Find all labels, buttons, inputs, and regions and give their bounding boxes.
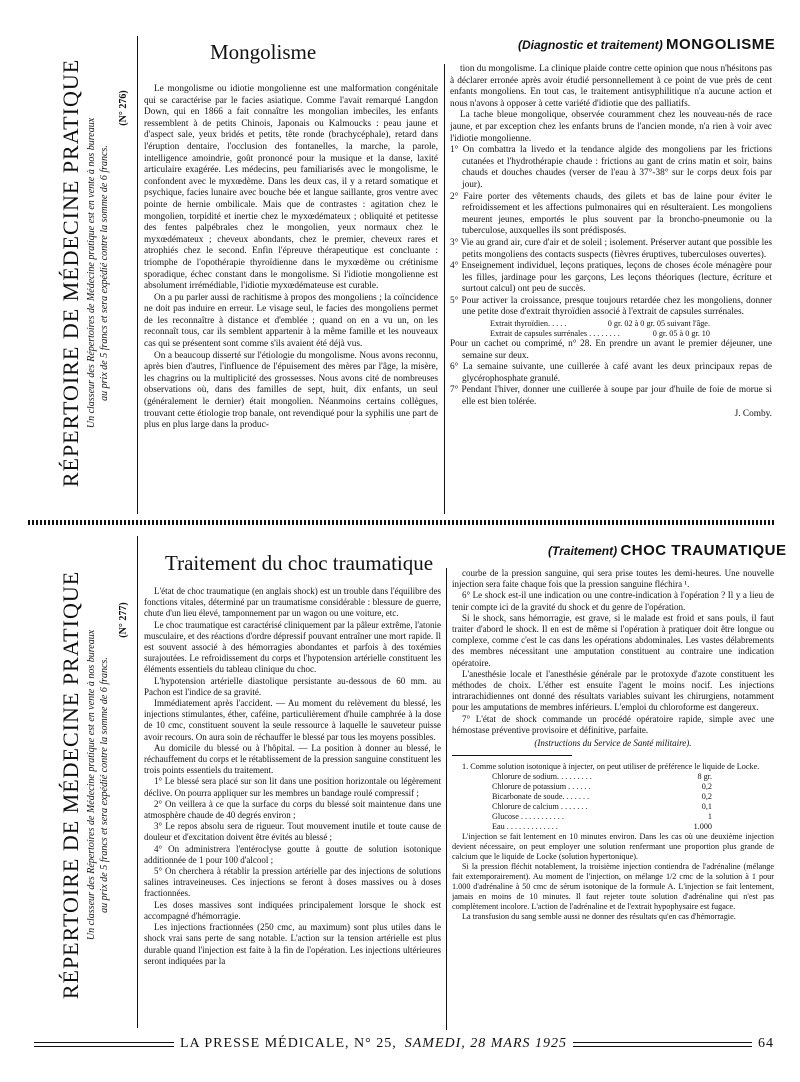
paragraph: 5° On cherchera à rétablir la pression artérielle par des injections de solutions salines intraveineuses. Ces injections se feront à doses massives ou à doses fractionnées. [144, 866, 441, 899]
ingredient-name: Chlorure de calcium . . . . . . . [492, 802, 588, 812]
sidebar-label [57, 571, 111, 999]
journal-name: LA PRESSE MÉDICALE, N° 25, [180, 1036, 397, 1051]
paragraph: 1° Le blessé sera placé sur son lit dans une position horizontale ou légèrement déclive. On pourra appliquer sur les membres un bandage roulé compressif ; [144, 776, 441, 798]
source-note: (Instructions du Service de Santé militaire). [534, 738, 692, 749]
sidebar-top [34, 38, 134, 508]
sidebar-title: RÉPERTOIRE DE MÉDECINE PRATIQUE [58, 58, 83, 488]
issue-date: SAMEDI, 28 MARS 1925 [404, 1036, 568, 1051]
paragraph: 2° On veillera à ce que la surface du corps du blessé soit maintenue dans une atmosphère chaude de 40 degrés environ ; [144, 798, 441, 821]
footer-rule [573, 1042, 752, 1047]
ingredient-name: Chlorure de sodium. . . . . . . . . [492, 772, 592, 782]
list-item: 4° Enseignement individuel, leçons pratiques, leçons de choses école ménagère pour les filles, jardinage pour les garçons, Les leçons théoriques (lecture, écriture et surtout calcul) ont peu de succès. [450, 261, 772, 295]
ingredient-dose: 1.000 [693, 822, 712, 832]
sidebar-line1: Un classeur des Répertoires de Médecine pratique est en vente à nos bureaux [86, 629, 97, 941]
section-separator [28, 520, 774, 525]
paragraph: Les doses massives sont indiquées principalement lorsque le shock est accompagné d'hémorragie. [144, 899, 441, 921]
rubric-topic: CHOC TRAUMATIQUE [620, 542, 787, 559]
list-item: 6° La semaine suivante, une cuillerée à café avant les deux principaux repas de glycérophosphate granulé. [450, 362, 772, 384]
ingredient-name: Extrait thyroïdien. . . . . [490, 319, 567, 329]
paragraph: On a beaucoup disserté sur l'étiologie du mongolisme. Nous avons reconnu, après bien d'autres, l'influence de l'épuisement des mères par l'âge, la misère, les chagrins ou la multiplicité des grossesses. Nous avons cité de nombreuses observations où, dans des familles de sept, huit, dix enfants, un seul (généralement le dernier) était mongolien. Néanmoins certains collègues, trouvant cette étiologie trop banale, ont revendiqué pour la syphilis une part de plus en plus large dans la produc- [144, 350, 438, 431]
ingredient-dose: 0,2 [701, 792, 712, 802]
ingredient-dose: 0 gr. 05 à 0 gr. 10 [652, 329, 710, 339]
page-footer [28, 1034, 774, 1054]
paragraph: Immédiatement après l'accident. — Au moment du relèvement du blessé, les injections stimulantes, éther, caféine, particulièrement d'huile camphrée à la dose de 10 cmc, constituent souvent la seule ressource à laquelle le sauveteur puisse avoir recours. On aura soin de réchauffer le blessé par tous les moyens possibles. [144, 698, 441, 742]
paragraph: 7° L'état de shock commande un procédé opératoire rapide, simple avec une hémostase préventive provisoire et définitive, parfaite. [452, 713, 774, 735]
article-column-left [144, 586, 441, 1030]
repertoire-number: (N° 276) [118, 90, 129, 126]
list-item: Pour un cachet ou comprimé, n° 28. En prendre un avant le premier déjeuner, une semaine sur deux. [450, 339, 772, 361]
paragraph: L'hypotension artérielle diastolique persistante au-dessous de 60 mm. au Pachon est l'indice de sa gravité. [144, 675, 441, 697]
footer-rule [34, 1042, 174, 1047]
sidebar-line2: au prix de 5 francs et sera expédié contre la somme de 6 francs. [99, 657, 110, 913]
footnote [452, 762, 774, 922]
article-column-right [450, 64, 772, 516]
article-column-right [452, 568, 774, 1030]
ingredient-name: Chlorure de potassium . . . . . . [492, 782, 591, 792]
sidebar-title: RÉPERTOIRE DE MÉDECINE PRATIQUE [58, 570, 83, 1000]
paragraph: tion du mongolisme. La clinique plaide contre cette opinion que nous n'hésitons pas à déclarer erronée après avoir étudié personnellement à ce point de vue près de cent enfants mongoliens. En tout cas, le traitement antisyphilitique n'a aucune action et nous n'avons à opposer à cette variété d'idiotie que des palliatifs. [450, 64, 772, 109]
paragraph: courbe de la pression sanguine, qui sera prise toutes les demi-heures. Une nouvelle injection sera faite chaque fois que la pression sanguine fléchira ¹. [452, 568, 774, 590]
sidebar-divider [137, 536, 138, 1028]
rubric-category: (Traitement) [548, 544, 618, 558]
ingredient-dose: 0 gr. 02 à 0 gr. 05 suivant l'âge. [607, 319, 710, 329]
sidebar-bottom [34, 540, 134, 1030]
list-item: 5° Pour activer la croissance, presque toujours retardée chez les mongoliens, donner une petite dose d'extrait thyroïdien associé à l'extrait de capsules surrénales. [450, 295, 772, 318]
list-item: 2° Faire porter des vêtements chauds, des gilets et bas de laine pour éviter le refroidissement et les affections pulmonaires qui en résulteraient. Les mongoliens meurent jeunes, emportés le plus souvent par la broncho-pneumonie ou la tuberculose, auxquelles ils sont prédisposés. [450, 191, 772, 237]
footnote-paragraph: L'injection se fait lentement en 10 minutes environ. Dans les cas où une deuxième injection devient nécessaire, on peut employer une solution renfermant une proportion plus grande de calcium que le liquide de Locke (solution hypertonique). [452, 832, 774, 862]
ingredient-dose: 8 gr. [697, 772, 712, 782]
article-title: Traitement du choc traumatique [165, 551, 434, 575]
sidebar-line2: au prix de 5 francs et sera expédié contre la somme de 6 francs. [99, 145, 110, 401]
sidebar-line1: Un classeur des Répertoires de Médecine pratique est en vente à nos bureaux [86, 117, 97, 429]
article-column-left [144, 84, 438, 514]
sidebar-divider [137, 36, 138, 514]
list-item: 1° On combattra la livedo et la tendance algide des mongoliens par les frictions cutanées et l'hydrothérapie chaude : frictions au gant de crins matin et soir, bains chauds et douches chaudes (verser de l'eau à 37°-38° sur le corps deux fois par jour). [450, 145, 772, 190]
page-number: 64 [758, 1036, 774, 1051]
paragraph: On a pu parler aussi de rachitisme à propos des mongoliens ; la coïncidence ne doit pas induire en erreur. Le visage seul, le facies des mongoliens permet de les reconnaître à distance et d'emblée ; quand on en a vu un, on les reconnaît tous, car ils semblent appartenir à la même famille et les nouveaux cas qui se présentent sont comme s'ils avaient été déjà vus. [144, 292, 438, 350]
column-divider [446, 568, 447, 1030]
paragraph: Si le shock, sans hémorragie, est grave, si le malade est froid et sans pouls, il faut traiter d'abord le shock. Il en est de même si l'opération à pratiquer doit être longue ou complexe, comme c'est le cas dans les opérations abdominales. Les vastes délabrements des membres nécessitant une amputation constituent au contraire une indication opératoire. [452, 612, 774, 668]
paragraph: Le mongolisme ou idiotie mongolienne est une malformation congénitale qui se caractérise par le facies asiatique. Comme l'avait remarqué Langdon Down, qui en 1866 a fait connaître les mongolian imbeciles, les enfants ressemblent à de petits Chinois, Japonais ou Kalmoucks : peau jaune et d'aspect sale, yeux bridés et petits, tête ronde (brachycéphale), retard dans l'éruption dentaire, l'occlusion des fontanelles, la marche, la parole, intelligence amoindrie, goût prononcé pour la musique et la danse, laxité articulaire exagérée. Les médecins, peu familiarisés avec le mongolisme, le confondent avec le myxœdème. Dans les deux cas, il y a retard somatique et psychique, facies lunaire avec bouche bée et langue saillante, gros ventre avec pointe de hernie ombilicale. Mais que de contrastes : agitation chez le mongolien, torpidité et inertie chez le myxœdémateux ; obliquité et petitesse des fentes palpébrales chez le mongolien, yeux normaux chez le myxœdémateux ; cheveux abondants, chez le premier, cheveux rares et atrophiés chez le second. Enfin l'épreuve thérapeutique est concluante : triomphe de l'opothérapie thyroïdienne dans le myxœdème ou crétinisme sporadique, échec constant dans le mongolisme. Si l'idiotie mongolienne est absolument irrémédiable, l'idiotie myxœdémateuse est curable. [144, 84, 438, 292]
paragraph: 6° Le shock est-il une indication ou une contre-indication à l'opération ? Il y a lieu de tenir compte ici de la gravité du shock et du genre de l'opération. [452, 590, 774, 612]
sidebar-label [57, 59, 111, 487]
ingredient-name: Extrait de capsules surrénales . . . . . . . . [490, 329, 620, 339]
rubric-category: (Diagnostic et traitement) [518, 38, 663, 52]
locke-formula [492, 772, 774, 832]
prescription [490, 319, 772, 339]
article-rubric [548, 542, 787, 559]
ingredient-name: Glucose . . . . . . . . . . . [492, 812, 564, 822]
ingredient-dose: 0,2 [701, 782, 712, 792]
footnote-paragraph: Si la pression fléchit notablement, la troisième injection contiendra de l'adrénaline (mélange fait extemporairement). Au moment de l'injection, on mélange 1/2 cmc de la solution à 1 pour 1.000 d'adrénaline à 50 cmc de sérum isotonique de la formule A. L'injection se fait lentement, jamais en moins de 10 minutes. Il faut rejeter toute solution d'adrénaline qui n'est pas complètement incolore. L'action de l'adrénaline et de l'extrait hypophysaire est fugace. [452, 862, 774, 912]
paragraph: Les injections fractionnées (250 cmc, au maximum) sont plus utiles dans le shock vrai sans perte de sang notable. L'action sur la tension artérielle est plus durable quand l'injection est faite à la fin de l'opération. Les injections ultérieures seront indiquées par la [144, 922, 441, 966]
footnote-paragraph: La transfusion du sang semble aussi ne donner des résultats qu'en cas d'hémorragie. [462, 912, 736, 922]
author-signature: J. Comby. [734, 408, 772, 419]
repertoire-number: (N° 277) [118, 602, 129, 638]
ingredient-dose: 0,1 [701, 802, 712, 812]
footnote-rule [452, 755, 572, 756]
column-divider [444, 64, 445, 514]
paragraph: L'état de choc traumatique (en anglais shock) est un trouble dans l'équilibre des fonctions vitales, déterminé par un traumatisme considérable : blessure de guerre, chute d'un lieu élevé, tamponnement par un wagon ou une voiture, etc. [144, 586, 441, 619]
footnote-intro: 1. Comme solution isotonique à injecter, on peut utiliser de préférence le liquide de Locke. [462, 762, 760, 772]
list-item: 3° Vie au grand air, cure d'air et de soleil ; isolement. Préserver autant que possible les petits mongoliens des contacts suspects (fièvres éruptives, tuberculoses ouvertes). [450, 237, 772, 260]
paragraph: L'anesthésie locale et l'anesthésie générale par le protoxyde d'azote constituent les méthodes de choix. L'éther est ensuite l'agent le moins nocif. Les injections intrarachidiennes ont donné des résultats variables suivant les chirurgiens, notamment pour les amputations de membres inférieurs. L'emploi du chloroforme est dangereux. [452, 668, 774, 713]
list-item: 7° Pendant l'hiver, donner une cuillerée à soupe par jour d'huile de foie de morue si elle est bien tolérée. [450, 385, 772, 408]
paragraph: Le choc traumatique est caractérisé cliniquement par la pâleur extrême, l'atonie musculaire, et des réactions d'ordre dépressif pouvant entraîner une mort rapide. Il est souvent associé à des hémorragies abondantes et parfois à des toxémies surajoutées. Le refroidissement du corps et l'hypotension artérielle constituent les éléments essentiels du tableau clinique du choc. [144, 619, 441, 675]
paragraph: La tache bleue mongolique, observée couramment chez les nouveau-nés de race jaune, et par exception chez les enfants bruns de l'ancien monde, n'a rien à voir avec l'idiotie mongolienne. [450, 110, 772, 144]
ingredient-name: Eau . . . . . . . . . . . . . [492, 822, 558, 832]
paragraph: Au domicile du blessé ou à l'hôpital. — La position à donner au blessé, le réchauffement du corps et le rétablissement de la pression sanguine constituent les trois points essentiels du traitement. [144, 742, 441, 776]
paragraph: 3° Le repos absolu sera de rigueur. Tout mouvement inutile et toute cause de douleur et d'excitation doivent être évités au blessé ; [144, 821, 441, 843]
article-rubric [518, 36, 775, 53]
article-title: Mongolisme [210, 40, 317, 64]
ingredient-dose: 1 [707, 812, 712, 822]
rubric-topic: MONGOLISME [666, 36, 776, 53]
paragraph: 4° On administrera l'entéroclyse goutte à goutte de solution isotonique additionnée de 1 pour 100 d'alcool ; [144, 843, 441, 865]
ingredient-name: Bicarbonate de soude. . . . . . . [492, 792, 590, 802]
